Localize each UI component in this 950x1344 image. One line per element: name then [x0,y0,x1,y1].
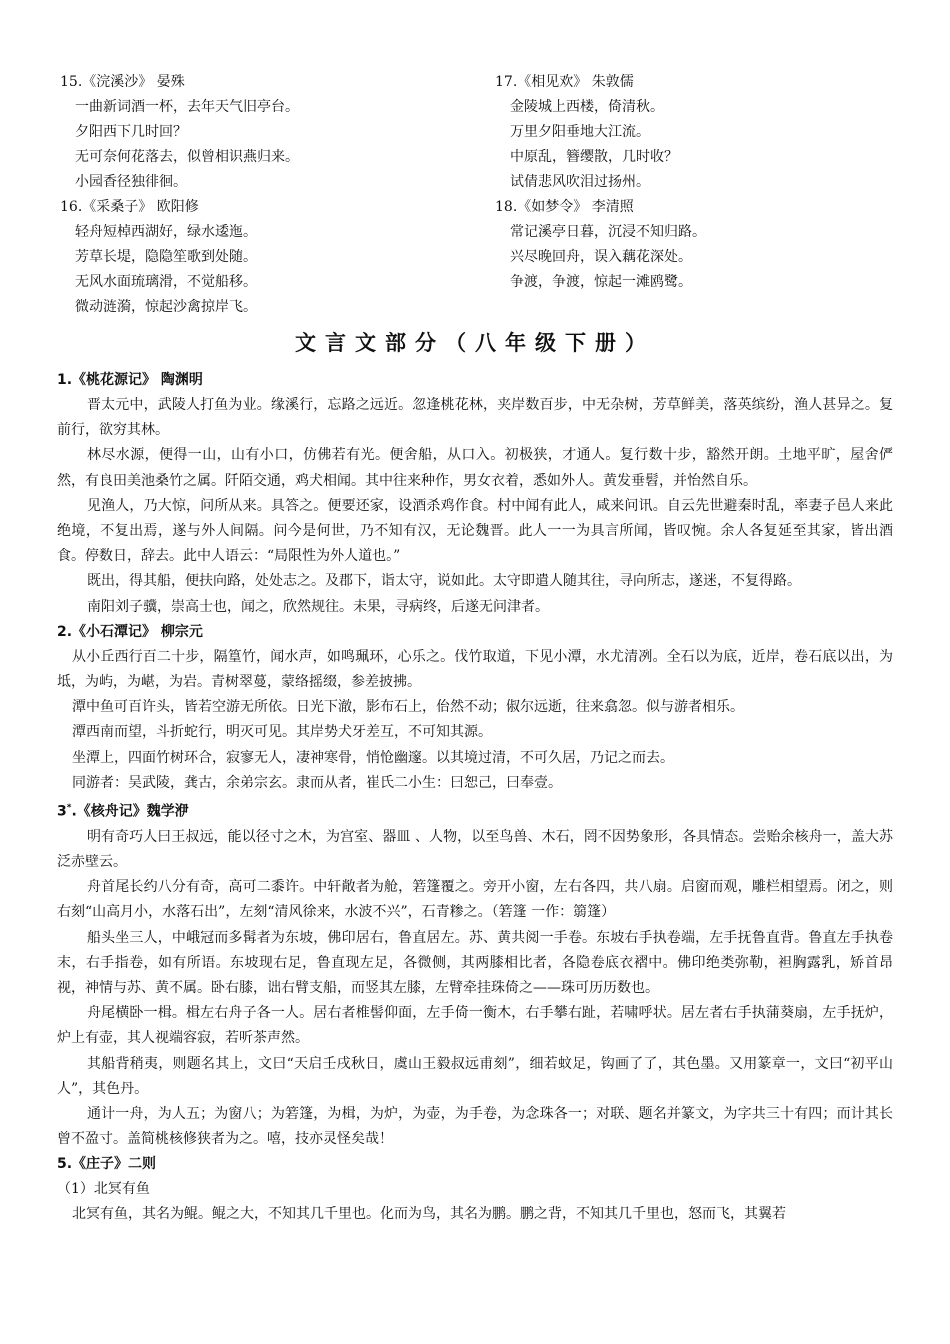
paragraph: 坐潭上，四面竹树环合，寂寥无人，凄神寒骨，悄怆幽邃。以其境过清，不可久居，乃记之而去。 [72,749,674,766]
poem [60,195,480,320]
paragraph: 既出，得其船，便扶向路，处处志之。及郡下，诣太守，说如此。太守即遣人随其往，寻向所志，遂迷，不复得路。 [87,573,801,590]
poem-line: 轻舟短棹西湖好，绿水逶迤。 [75,224,257,240]
poem-line: 常记溪亭日暮，沉浸不知归路。 [510,224,706,240]
section-title: 文言文部分（八年级下册） [295,331,655,355]
poem-line: 中原乱，簪缨散，几时收？ [510,149,678,165]
article-title: 2.《小石潭记》 柳宗元 [57,623,203,640]
poem-line: 小园香径独徘徊。 [75,174,187,190]
poem-title: 15.《浣溪沙》 晏殊 [60,74,185,90]
paragraph: 同游者：吴武陵，龚古，余弟宗玄。隶而从者，崔氏二小生：曰恕己，曰奉壹。 [72,774,562,791]
paragraph: 潭西南而望，斗折蛇行，明灭可见。其岸势犬牙差互，不可知其源。 [72,724,492,741]
paragraph: 林尽水源，便得一山，山有小口，仿佛若有光。便舍船，从口入。初极狭，才通人。复行数十步，豁然开朗。土地平旷，屋舍俨然，有良田美池桑竹之属。阡陌交通，鸡犬相闻。其中往来种作，男女衣着，悉如外人。黄发垂髫，并怡然自乐。 [57,447,893,489]
poem-title: 17.《相见欢》 朱敦儒 [495,74,634,90]
paragraph: 北冥有鱼，其名为鲲。鲲之大，不知其几千里也。化而为鸟，其名为鹏。鹏之背，不知其几千里也，怒而飞，其翼若 [72,1206,786,1223]
poem-title: 16.《采桑子》 欧阳修 [60,199,199,215]
poems-right-column [495,70,915,295]
poem-line: 芳草长堤，隐隐笙歌到处随。 [75,249,257,265]
paragraph: 从小丘西行百二十步，隔篁竹，闻水声，如鸣珮环，心乐之。伐竹取道，下见小潭，水尤清冽。全石以为底，近岸，卷石底以出，为坻，为屿，为嵁，为岩。青树翠蔓，蒙络摇缀，参差披拂。 [57,648,893,691]
article-subtitle: （1）北冥有鱼 [57,1181,150,1198]
classical-prose-section [57,368,893,1228]
paragraph: 舟首尾长约八分有奇，高可二黍许。中轩敞者为舱，箬篷覆之。旁开小窗，左右各四，共八扇。启窗而观，雕栏相望焉。闭之，则右刻“山高月小，水落石出”，左刻“清风徐来，水波不兴”，石青糁之。（箬篷 一作：篛篷） [57,879,893,921]
paragraph: 南阳刘子骥，崇高士也，闻之，欣然规往。未果，寻病终，后遂无问津者。 [87,598,549,615]
paragraph: 其船背稍夷，则题名其上，文曰“天启壬戌秋日，虞山王毅叔远甫刻”，细若蚊足，钩画了了，其色墨。又用篆章一，文曰“初平山人”，其色丹。 [57,1055,893,1097]
article [57,1152,893,1227]
poem-line: 兴尽晚回舟，误入藕花深处。 [510,249,692,265]
paragraph: 船头坐三人，中峨冠而多髯者为东坡，佛印居右，鲁直居左。苏、黄共阅一手卷。东坡右手执卷端，左手抚鲁直背。鲁直左手执卷末，右手指卷，如有所语。东坡现右足，鲁直现左足，各微侧，其两膝相比者，各隐卷底衣褶中。佛印绝类弥勒，袒胸露乳，矫首昂视，神情与苏、黄不属。卧右膝，诎右臂支船，而竖其左膝，左臂牵挂珠倚之——珠可历历数也。 [57,929,893,996]
poem-line: 万里夕阳垂地大江流。 [510,124,650,140]
paragraph: 潭中鱼可百许头，皆若空游无所依。日光下澈，影布石上，佁然不动；俶尔远逝，往来翕忽。似与游者相乐。 [72,699,744,716]
article [57,620,893,796]
poem-line: 夕阳西下几时回？ [75,124,187,140]
asterisk-mark: * [66,803,72,814]
article [57,796,893,1152]
article-number: 3 [57,803,67,820]
poem [495,70,915,195]
poem-line: 一曲新词酒一杯，去年天气旧亭台。 [75,99,299,115]
poem-line: 无可奈何花落去，似曾相识燕归来。 [75,149,299,165]
poem-line: 金陵城上西楼，倚清秋。 [510,99,664,115]
poem-title: 18.《如梦令》 李清照 [495,199,634,215]
poem-line: 无风水面琉璃滑，不觉船移。 [75,274,257,290]
article-title [57,796,893,825]
poem [60,70,480,195]
poem-line: 微动涟漪，惊起沙禽掠岸飞。 [75,299,257,315]
paragraph: 通计一舟，为人五；为窗八；为箬篷，为楫，为炉，为壶，为手卷，为念珠各一；对联、题名并篆文，为字共三十有四；而计其长曾不盈寸。盖简桃核修狭者为之。嘻，技亦灵怪矣哉！ [57,1105,893,1148]
paragraph: 见渔人，乃大惊，问所从来。具答之。便要还家，设酒杀鸡作食。村中闻有此人，咸来问讯。自云先世避秦时乱，率妻子邑人来此绝境，不复出焉，遂与外人间隔。问今是何世，乃不知有汉，无论魏晋。此人一一为具言所闻，皆叹惋。余人各复延至其家，皆出酒食。停数日，辞去。此中人语云：“局限性为外人道也。” [57,497,893,565]
article-title: 5.《庄子》二则 [57,1156,157,1173]
article [57,368,893,620]
poems-left-column [60,70,480,320]
paragraph: 明有奇巧人曰王叔远，能以径寸之木，为宫室、器皿 、人物，以至鸟兽、木石，罔不因势象形，各具情态。尝贻余核舟一，盖大苏泛赤壁云。 [57,828,893,870]
poem-line: 试倩悲风吹泪过扬州。 [510,174,650,190]
paragraph: 舟尾横卧一楫。楫左右舟子各一人。居右者椎髻仰面，左手倚一衡木，右手攀右趾，若啸呼状。居左者右手执蒲葵扇，左手抚炉，炉上有壶，其人视端容寂，若听茶声然。 [57,1005,893,1047]
poem [495,195,915,295]
poem-line: 争渡，争渡，惊起一滩鸥鹭。 [510,274,692,290]
paragraph: 晋太元中，武陵人打鱼为业。缘溪行，忘路之远近。忽逢桃花林，夹岸数百步，中无杂树，芳草鲜美，落英缤纷，渔人甚异之。复前行，欲穷其林。 [57,397,893,439]
article-title: 1.《桃花源记》 陶渊明 [57,372,203,388]
article-title-text: .《核舟记》魏学洢 [71,803,189,820]
